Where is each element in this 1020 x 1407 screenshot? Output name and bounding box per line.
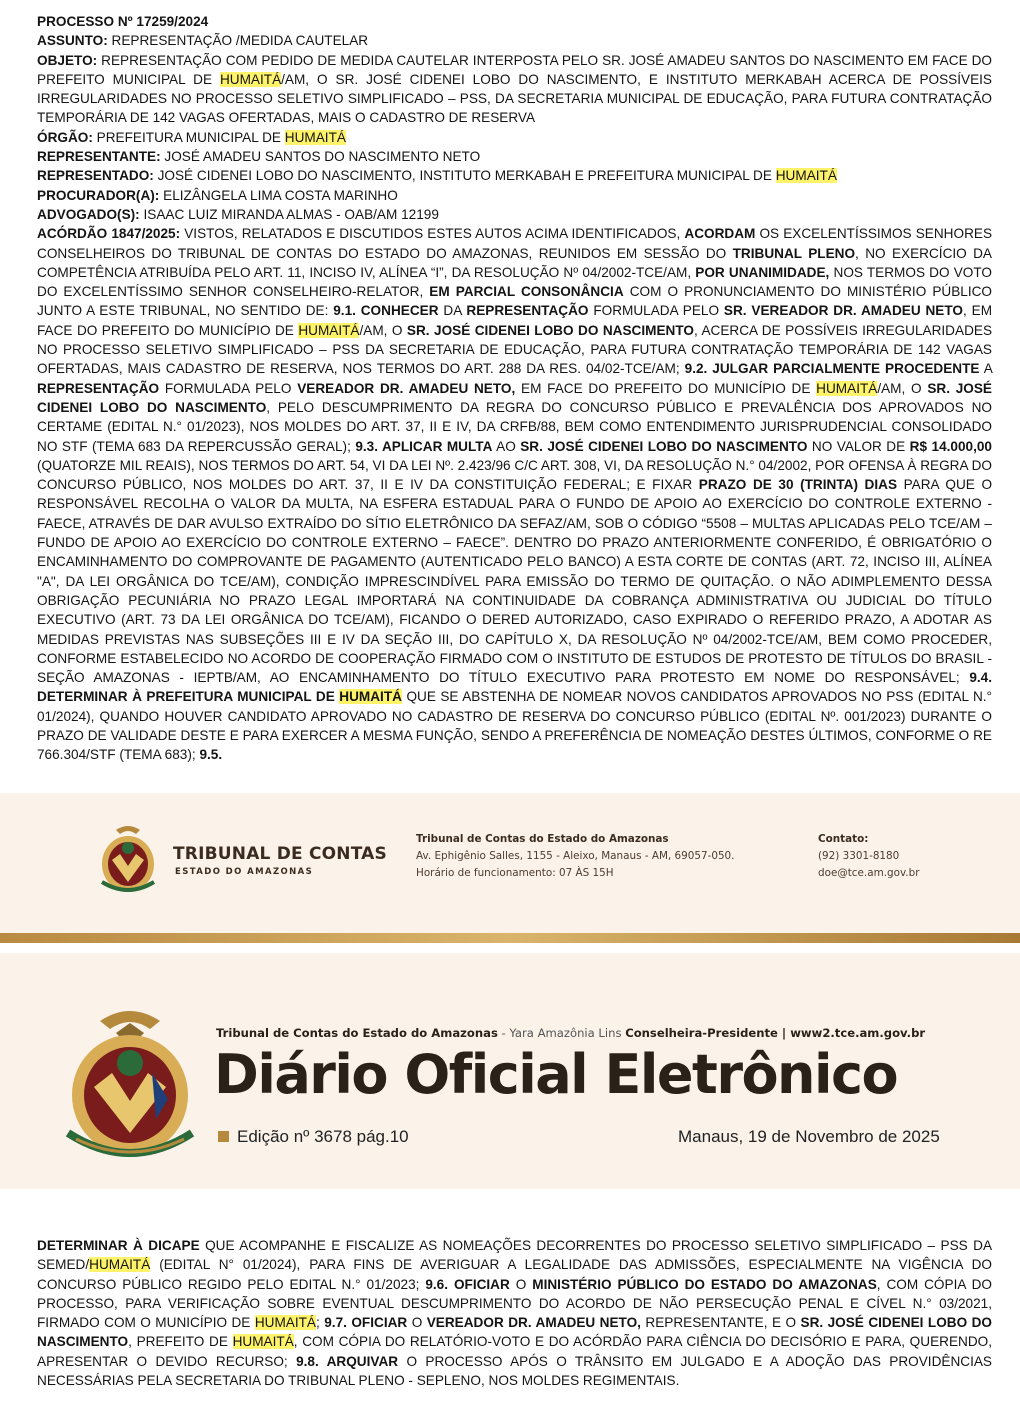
acordao-bottom-section xyxy=(37,1236,992,1390)
header-org-line: Tribunal de Contas do Estado do Amazonas - Yara Amazônia Lins Conselheira-Presidente | www2.tce.am.gov.br xyxy=(216,1026,926,1040)
edition-date: Manaus, 19 de Novembro de 2025 xyxy=(678,1127,940,1146)
humaita-highlight: HUMAITÁ xyxy=(254,1315,316,1331)
acordao-paragraph: ACÓRDÃO 1847/2025: VISTOS, RELATADOS E DISCUTIDOS ESTES AUTOS ACIMA IDENTIFICADOS, ACORDAM OS EXCELENTÍSSIMOS SENHORES CONSELHEIROS DO TRIBUNAL DE CONTAS DO ESTADO DO AMAZONAS, REUNIDOS EM SESSÃO DO TRIBUNAL PLENO, NO EXERCÍCIO DA COMPETÊNCIA ATRIBUÍDA PELO ART. 11, INCISO IV, ALÍNEA “I”, DA RESOLUÇÃO Nº 04/2002-TCE/AM, POR UNANIMIDADE, NOS TERMOS DO VOTO DO EXCELENTÍSSIMO SENHOR CONSELHEIRO-RELATOR, EM PARCIAL CONSONÂNCIA COM O PRONUNCIAMENTO DO MINISTÉRIO PÚBLICO JUNTO A ESTE TRIBUNAL, NO SENTIDO DE: 9.1. CONHECER DA REPRESENTAÇÃO FORMULADA PELO SR. VEREADOR DR. AMADEU NETO, EM FACE DO PREFEITO DO MUNICÍPIO DE HUMAITÁ/AM, O SR. JOSÉ CIDENEI LOBO DO NASCIMENTO, ACERCA DE POSSÍVEIS IRREGULARIDADES NO PROCESSO SELETIVO SIMPLIFICADO – PSS DA SECRETARIA DE EDUCAÇÃO, PARA FUTURA CONTRATAÇÃO TEMPORÁRIA DE 142 VAGAS OFERTADAS, MAIS CADASTRO DE RESERVA, NOS TERMOS DO ART. 288 DA RES. 04/02-TCE/AM; 9.2. JULGAR PARCIALMENTE PROCEDENTE A REPRESENTAÇÃO FORMULADA PELO VEREADOR DR. AMADEU NETO, EM FACE DO PREFEITO DO MUNICÍPIO DE HUMAITÁ/AM, O SR. JOSÉ CIDENEI LOBO DO NASCIMENTO, PELO DESCUMPRIMENTO DA REGRA DO CONCURSO PÚBLICO E PREVALÊNCIA DOS APROVADOS NO CERTAME (EDITAL N.° 01/2023), NOS MOLDES DO ART. 37, II E IV, DA CRFB/88, BEM COMO ENTENDIMENTO JURISPRUDENCIAL CONSOLIDADO NO STF (TEMA 683 DA REPERCUSSÃO GERAL); 9.3. APLICAR MULTA AO SR. JOSÉ CIDENEI LOBO DO NASCIMENTO NO VALOR DE R$ 14.000,00 (QUATORZE MIL REAIS), NOS TERMOS DO ART. 54, VI DA LEI Nº. 2.423/96 C/C ART. 308, VI, DA RESOLUÇÃO N.° 04/2002, POR OFENSA À REGRA DO CONCURSO PÚBLICO, NOS MOLDES DO ART. 37, II E IV DA CONSTITUIÇÃO FEDERAL; E FIXAR PRAZO DE 30 (TRINTA) DIAS PARA QUE O RESPONSÁVEL RECOLHA O VALOR DA MULTA, NA ESFERA ESTADUAL PARA O FUNDO DE APOIO AO EXERCÍCIO DO CONTROLE EXTERNO - FAECE, ATRAVÉS DE DAR AVULSO EXTRAÍDO DO SÍTIO ELETRÔNICO DA SEFAZ/AM, SOB O CÓDIGO “5508 – MULTAS APLICADAS PELO TCE/AM – FUNDO DE APOIO AO EXERCÍCIO DO CONTROLE EXTERNO – FAECE”. DENTRO DO PRAZO ANTERIORMENTE CONFERIDO, É OBRIGATÓRIO O ENCAMINHAMENTO DO COMPROVANTE DE PAGAMENTO (AUTENTICADO PELO BANCO) A ESTA CORTE DE CONTAS (ART. 72, INCISO III, ALÍNEA "A", DA LEI ORGÂNICA DO TCE/AM), CONDIÇÃO IMPRESCINDÍVEL PARA EMISSÃO DO TERMO DE QUITAÇÃO. O NÃO ADIMPLEMENTO DESSA OBRIGAÇÃO PECUNIÁRIA NO PRAZO LEGAL IMPORTARÁ NA CONTINUIDADE DA COBRANÇA ADMINISTRATIVA OU JUDICIAL DO TÍTULO EXECUTIVO (ART. 73 DA LEI ORGÂNICA DO TCE/AM), FICANDO O DERED AUTORIZADO, CASO EXPIRADO O REFERIDO PRAZO, A ADOTAR AS MEDIDAS PREVISTAS NAS SUBSEÇÕES III E IV DA SEÇÃO III, DO CAPÍTULO X, DA RESOLUÇÃO Nº 04/2002-TCE/AM, BEM COMO PROCEDER, CONFORME ESTABELECIDO NO ACORDO DE COOPERAÇÃO FIRMADO COM O INSTITUTO DE ESTUDOS DE PROTESTO DE TÍTULOS DO BRASIL - SEÇÃO AMAZONAS - IEPTB/AM, AO ENCAMINHAMENTO DO TÍTULO EXECUTIVO PARA PROTESTO EM NOME DO RESPONSÁVEL; 9.4. DETERMINAR À PREFEITURA MUNICIPAL DE HUMAITÁ QUE SE ABSTENHA DE NOMEAR NOVOS CANDIDATOS APROVADOS NO PSS (EDITAL N.° 01/2024), QUANDO HOUVER CANDIDATO APROVADO NO CADASTRO DE RESERVA DO CONCURSO PÚBLICO (EDITAL Nº. 001/2023) DURANTE O PRAZO DE VALIDADE DESTE E PARA EXERCER A MESMA FUNÇÃO, SENDO A PREFERÊNCIA DE NOMEAÇÃO DESTES ÚLTIMOS, CONFORME O RE 766.304/STF (TEMA 683); 9.5. xyxy=(37,226,993,763)
humaita-highlight: HUMAITÁ xyxy=(219,71,282,87)
orgao-line: ÓRGÃO: PREFEITURA MUNICIPAL DE HUMAITÁ xyxy=(37,129,346,145)
footer-address-block: Tribunal de Contas do Estado do Amazonas Av. Ephigênio Salles, 1155 - Aleixo, Manaus - AM, 69057-050. Horário de funcionamento: 07 ÀS 15H xyxy=(416,833,735,879)
humaita-highlight: HUMAITÁ xyxy=(298,322,360,338)
objeto-paragraph: OBJETO: REPRESENTAÇÃO COM PEDIDO DE MEDIDA CAUTELAR INTERPOSTA PELO SR. JOSÉ AMADEU SANTOS DO NASCIMENTO EM FACE DO PREFEITO MUNICIPAL DE HUMAITÁ/AM, O SR. JOSÉ CIDENEI LOBO DO NASCIMENTO, E INSTITUTO MERKABAH ACERCA DE POSSÍVEIS IRREGULARIDADES NO PROCESSO SELETIVO SIMPLIFICADO – PSS, DA SECRETARIA MUNICIPAL DE EDUCAÇÃO, PARA FUTURA CONTRATAÇÃO TEMPORÁRIA DE 142 VAGAS OFERTADAS, MAIS O CADASTRO DE RESERVA xyxy=(37,52,992,126)
advogado-line: ADVOGADO(S): ISAAC LUIZ MIRANDA ALMAS - OAB/AM 12199 xyxy=(37,206,439,222)
header-site-link[interactable]: | www2.tce.am.gov.br xyxy=(777,1026,926,1040)
footer-org-name: TRIBUNAL DE CONTAS xyxy=(173,844,387,864)
procurador-line: PROCURADOR(A): ELIZÂNGELA LIMA COSTA MARINHO xyxy=(37,187,398,203)
edition-bullet-icon xyxy=(218,1131,229,1142)
assunto-line: ASSUNTO: REPRESENTAÇÃO /MEDIDA CAUTELAR xyxy=(37,33,369,49)
humaita-highlight: HUMAITÁ xyxy=(284,129,346,145)
footer-email[interactable]: doe@tce.am.gov.br xyxy=(818,867,920,879)
humaita-highlight: HUMAITÁ xyxy=(339,689,402,705)
tce-seal-icon xyxy=(96,822,160,896)
representado-line: REPRESENTADO: JOSÉ CIDENEI LOBO DO NASCIMENTO, INSTITUTO MERKABAH E PREFEITURA MUNICIPAL DE HUMAITÁ xyxy=(37,168,837,184)
journal-title: Diário Oficial Eletrônico xyxy=(214,1043,898,1106)
humaita-highlight: HUMAITÁ xyxy=(89,1257,151,1273)
determinations-paragraph: DETERMINAR À DICAPE QUE ACOMPANHE E FISCALIZE AS NOMEAÇÕES DECORRENTES DO PROCESSO SELETIVO SIMPLIFICADO – PSS DA SEMED/HUMAITÁ (EDITAL N° 01/2024), PARA FINS DE AVERIGUAR A LEGALIDADE DAS ADMISSÕES, ESPECIALMENTE NA VIGÊNCIA DO CONCURSO PÚBLICO REGIDO PELO EDITAL N.° 01/2023; 9.6. OFICIAR O MINISTÉRIO PÚBLICO DO ESTADO DO AMAZONAS, COM CÓPIA DO PROCESSO, PARA VERIFICAÇÃO SOBRE EVENTUAL DESCUMPRIMENTO DO ACORDO DE NÃO PERSECUÇÃO PENAL E CÍVEL N.° 03/2021, FIRMADO COM O MUNICÍPIO DE HUMAITÁ; 9.7. OFICIAR O VEREADOR DR. AMADEU NETO, REPRESENTANTE, E O SR. JOSÉ CIDENEI LOBO DO NASCIMENTO, PREFEITO DE HUMAITÁ, COM CÓPIA DO RELATÓRIO-VOTO E DO ACÓRDÃO PARA CIÊNCIA DO DECISÓRIO E PARA, QUERENDO, APRESENTAR O DEVIDO RECURSO; 9.8. ARQUIVAR O PROCESSO APÓS O TRÂNSITO EM JULGADO E A ADOÇÃO DAS PROVIDÊNCIAS NECESSÁRIAS PELA SECRETARIA DO TRIBUNAL PLENO - SEPLENO, NOS MOLDES REGIMENTAIS. xyxy=(37,1238,993,1389)
humaita-highlight: HUMAITÁ xyxy=(232,1334,294,1350)
footer-gold-divider xyxy=(0,933,1020,943)
footer-org-subtitle: ESTADO DO AMAZONAS xyxy=(175,867,314,877)
humaita-highlight: HUMAITÁ xyxy=(775,168,837,184)
footer-contact-block: Contato: (92) 3301-8180 doe@tce.am.gov.br xyxy=(818,831,919,882)
tce-large-seal-icon xyxy=(56,1003,204,1163)
humaita-highlight: HUMAITÁ xyxy=(816,380,878,396)
acordao-top-section xyxy=(37,12,992,765)
representante-line: REPRESENTANTE: JOSÉ AMADEU SANTOS DO NASCIMENTO NETO xyxy=(37,149,481,165)
footer-phone: (92) 3301-8180 xyxy=(818,850,900,862)
edition-label: Edição nº 3678 pág.10 xyxy=(218,1127,409,1147)
processo-line: PROCESSO Nº 17259/2024 xyxy=(37,14,209,29)
